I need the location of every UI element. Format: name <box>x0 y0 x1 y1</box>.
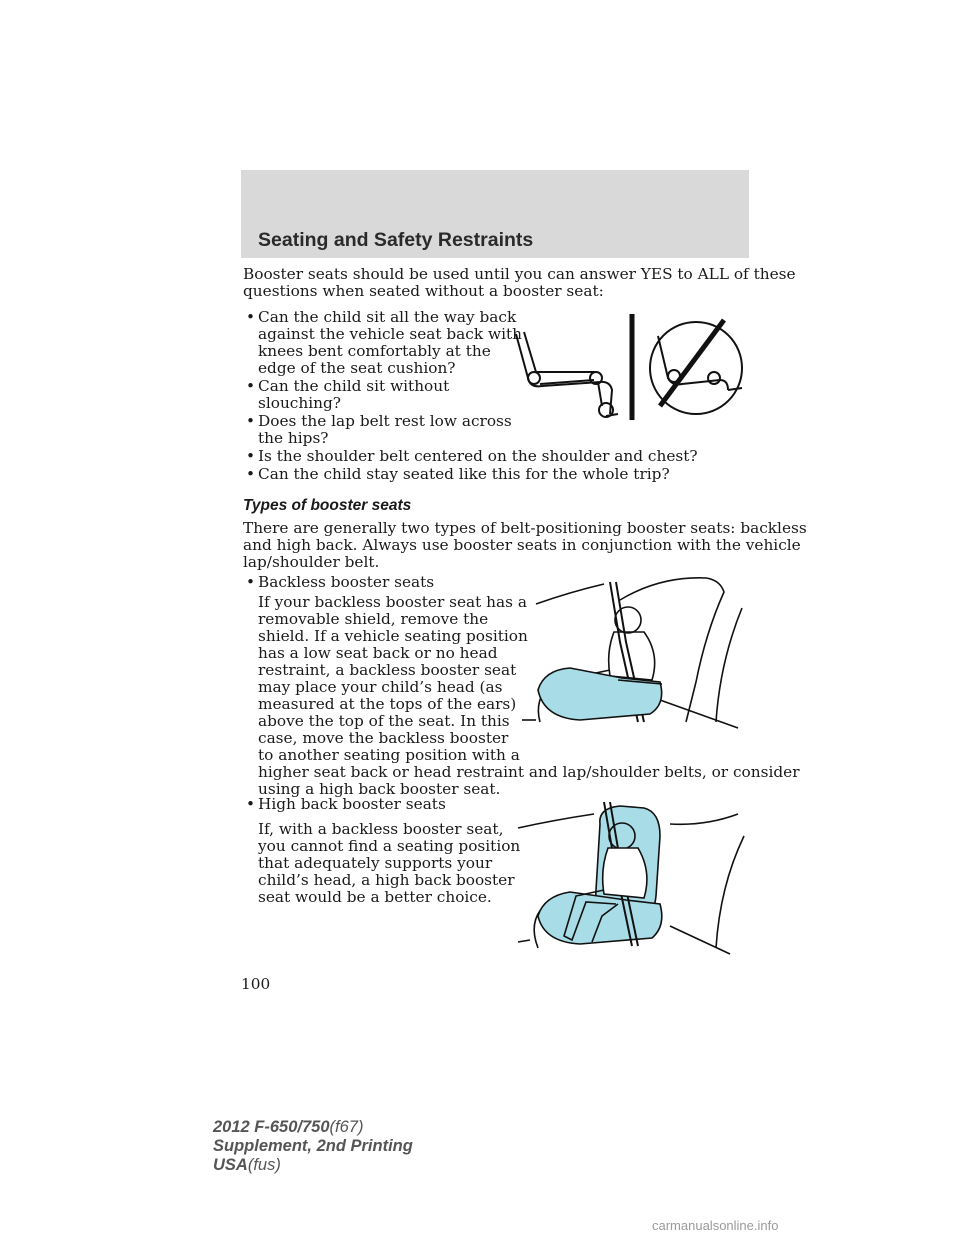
types-line-3: lap/shoulder belt. <box>243 553 380 571</box>
q3-line-1: Does the lap belt rest low across <box>258 412 512 430</box>
intro-line-2: questions when seated without a booster seat: <box>243 282 604 300</box>
types-heading: Types of booster seats <box>243 497 412 514</box>
backless-line-3: shield. If a vehicle seating position <box>258 627 528 645</box>
q5-text: Can the child stay seated like this for the whole trip? <box>258 465 670 483</box>
footer-line-3 <box>213 1156 281 1175</box>
types-line-1: There are generally two types of belt-positioning booster seats: backless <box>243 519 807 537</box>
footer-region: USA <box>213 1156 248 1174</box>
bullet-2: • <box>246 377 256 395</box>
q1-line-3: knees bent comfortably at the <box>258 342 491 360</box>
backless-line-2: removable shield, remove the <box>258 610 489 628</box>
intro-line-1: Booster seats should be used until you can answer YES to ALL of these <box>243 265 796 283</box>
q4-text: Is the shoulder belt centered on the shoulder and chest? <box>258 447 698 465</box>
q2-line-1: Can the child sit without <box>258 377 450 395</box>
footer-model-code: (f67) <box>329 1118 364 1136</box>
backless-line-6: may place your child’s head (as <box>258 678 503 696</box>
bullet-highback: • <box>246 795 256 813</box>
backless-line-11: higher seat back or head restraint and lap/shoulder belts, or consider <box>258 763 800 781</box>
backless-label: Backless booster seats <box>258 573 435 591</box>
footer-region-code: (fus) <box>247 1156 281 1174</box>
bullet-4: • <box>246 447 256 465</box>
highback-line-3: that adequately supports your <box>258 854 493 872</box>
q1-line-1: Can the child sit all the way back <box>258 308 517 326</box>
bullet-3: • <box>246 412 256 430</box>
q1-line-4: edge of the seat cushion? <box>258 359 456 377</box>
backless-line-12: using a high back booster seat. <box>258 780 501 798</box>
types-line-2: and high back. Always use booster seats in conjunction with the vehicle <box>243 536 801 554</box>
highback-booster-illustration <box>510 796 746 956</box>
bullet-1: • <box>246 308 256 326</box>
backless-line-5: restraint, a backless booster seat <box>258 661 517 679</box>
footer-line-2 <box>213 1137 413 1156</box>
backless-line-9: case, move the backless booster <box>258 729 509 747</box>
highback-line-2: you cannot find a seating position <box>258 837 521 855</box>
page-number: 100 <box>241 975 271 993</box>
q2-line-2: slouching? <box>258 394 341 412</box>
section-title: Seating and Safety Restraints <box>258 229 534 251</box>
backless-line-10: to another seating position with a <box>258 746 520 764</box>
highback-label: High back booster seats <box>258 795 446 813</box>
highback-line-4: child’s head, a high back booster <box>258 871 515 889</box>
backless-line-8: above the top of the seat. In this <box>258 712 510 730</box>
highback-line-5: seat would be a better choice. <box>258 888 492 906</box>
q3-line-2: the hips? <box>258 429 329 447</box>
bullet-backless: • <box>246 573 256 591</box>
backless-line-4: has a low seat back or no head <box>258 644 498 662</box>
watermark: carmanualsonline.info <box>652 1218 779 1233</box>
backless-line-7: measured at the tops of the ears) <box>258 695 517 713</box>
backless-booster-illustration <box>510 572 746 732</box>
q1-line-2: against the vehicle seat back with <box>258 325 522 343</box>
footer-line-1 <box>213 1118 363 1137</box>
highback-line-1: If, with a backless booster seat, <box>258 820 504 838</box>
bullet-5: • <box>246 465 256 483</box>
backless-line-1: If your backless booster seat has a <box>258 593 527 611</box>
seat-posture-illustration <box>510 310 750 430</box>
footer-printing: Supplement, 2nd Printing <box>213 1137 413 1155</box>
footer-model: 2012 F-650/750 <box>213 1118 330 1136</box>
